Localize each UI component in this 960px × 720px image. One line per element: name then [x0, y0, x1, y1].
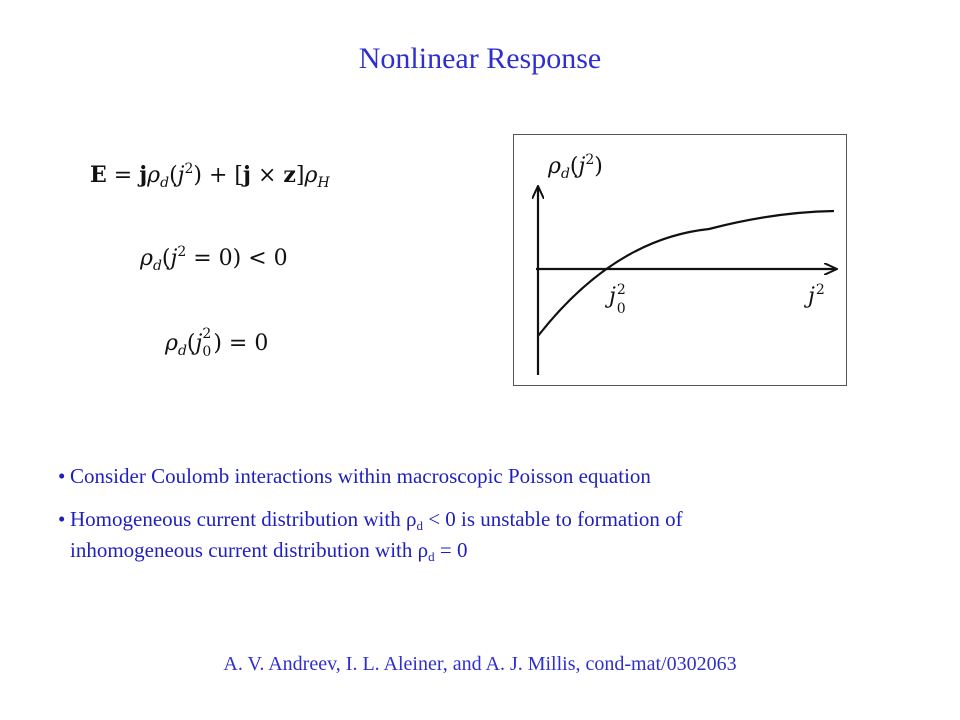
equation-electric-field: $E = j\rho_d(j^2) + [j \times z]\rho_H$	[90, 161, 330, 191]
bullet-subscript: d	[416, 518, 423, 533]
bullet-item-instability	[58, 505, 918, 567]
bullet-text-part4: = 0	[434, 538, 468, 562]
bullet-item-coulomb	[58, 462, 918, 491]
bullet-list	[58, 462, 918, 581]
equation-rho-d-at-zero: $\rho_d(j^2 = 0) < 0$	[140, 244, 288, 274]
rho-d-plot	[514, 135, 848, 387]
bullet-text-part3: inhomogeneous current distribution with ρ	[70, 538, 429, 562]
bullet-dot: •	[58, 507, 66, 531]
bullet-subscript: d	[428, 549, 435, 564]
x-tick-label-j0: $j^2$ 0	[609, 282, 626, 317]
x-axis-label: $j^2$	[808, 282, 825, 309]
bullet-text-part2: < 0 is unstable to formation of	[422, 507, 683, 531]
rho-d-figure	[513, 134, 847, 386]
equation-rho-d-at-j0: $\rho_d(j$ 2 0 ) = 0	[165, 326, 269, 360]
rho-d-curve	[538, 211, 834, 336]
slide-title: Nonlinear Response	[358, 42, 602, 75]
y-axis-label: $\rho_d(j^2)$	[548, 152, 603, 182]
citation: A. V. Andreev, I. L. Aleiner, and A. J. Millis, cond-mat/0302063	[223, 653, 737, 675]
bullet-dot: •	[58, 464, 66, 488]
bullet-text-part1: Homogeneous current distribution with ρ	[70, 507, 417, 531]
bullet-text: Consider Coulomb interactions within macroscopic Poisson equation	[70, 464, 651, 488]
